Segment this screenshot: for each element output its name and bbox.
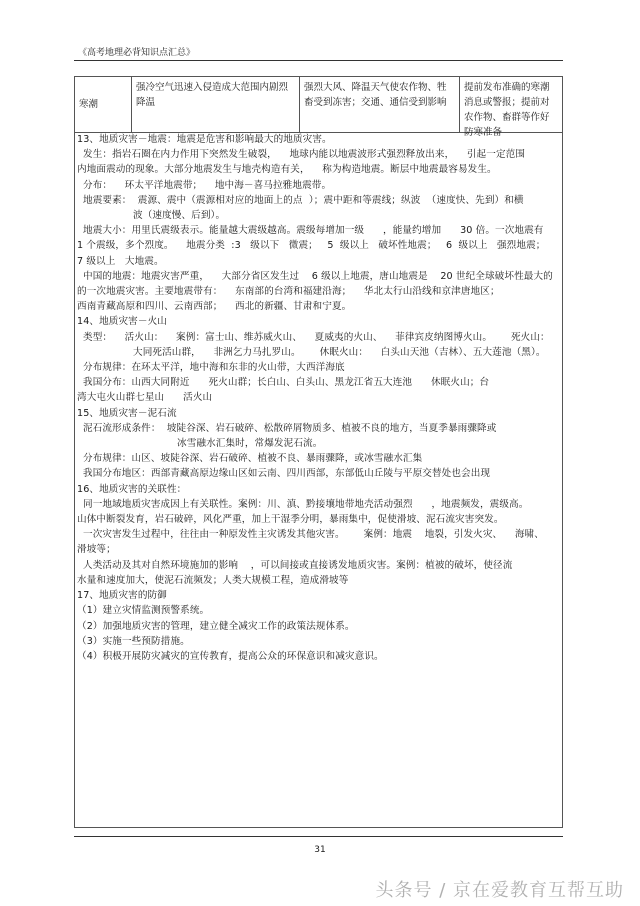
list-item: （2）加强地质灾害的管理，建立健全减灾工作的政策法规体系。 [77, 620, 355, 632]
text-line: 7 级以上 大地震。 [77, 255, 164, 267]
section-15-heading: 15、地质灾害－泥石流 [77, 407, 177, 419]
text-line: 泥石流形成条件： 坡陡谷深、岩石破碎、松散碎屑物质多、植被不良的地方，当夏季暴雨骤降或 [83, 422, 497, 434]
text-line: 类型： 活火山： 案例：富士山、维苏威火山、 夏威夷的火山、 菲律宾皮纳图博火山。 死火山： [83, 331, 550, 343]
document-header-title: 《高考地理必背知识点汇总》 [78, 48, 196, 58]
text-line: 的一次地震灾害。主要地震带有： 东南部的台湾和福建沿海； 华北太行山沿线和京津唐地区； [77, 286, 500, 298]
footer-divider [74, 836, 563, 837]
text-line: 1 个震级，多个烈度。 地震分类 :3 级以下 微震； 5 级以上 破坏性地震； 6 级以上 强烈地震； [77, 240, 546, 252]
watermark-text: 头条号 / 京在爱教育互帮互助 [375, 880, 624, 901]
section-17-heading: 17、地质灾害的防御 [77, 590, 167, 602]
text-line: 我国分布地区：西部青藏高原边缘山区如云南、四川西部，东部低山丘陵与平原交替处也会出现 [83, 468, 491, 480]
text-line: 地震大小：用里氏震级表示。能量越大震级越高。震级每增加一级 ，能量约增加 30 倍。一次地震有 [83, 225, 544, 237]
text-line: 同一地域地质灾害成因上有关联性。案例：川、滇、黔接壤地带地壳活动强烈 ，地震频发，震级高。 [83, 498, 529, 510]
header-divider [74, 60, 563, 61]
cold-wave-table-row [75, 77, 562, 138]
content-frame [74, 76, 563, 828]
page-number: 31 [314, 845, 326, 855]
text-line: 发生：指岩石圈在内力作用下突然发生破裂， 地球内能以地震波形式强烈释放出来， 引起一定范围 [83, 149, 526, 161]
list-item: （3）实施一些预防措施。 [77, 635, 190, 647]
text-line: 大同死活山群， 非洲乞力马扎罗山。 休眠火山： 白头山天池（吉林）、五大莲池（黑）。 [133, 346, 546, 358]
text-line: 内地面震动的现象。大部分地震发生与地壳构造有关， 称为构造地震。断层中地震最容易发生。 [77, 164, 497, 176]
text-line: 分布： 环太平洋地震带； 地中海－喜马拉雅地震带。 [83, 179, 332, 191]
text-line: 冰雪融水汇集时，常爆发泥石流。 [177, 438, 323, 450]
text-line: 山体中断裂发育，岩石破碎，风化严重，加上干湿季分明，暴雨集中，促使滑坡、泥石流灾害突发。 [77, 514, 504, 526]
text-line: 分布规律：山区、坡陡谷深、岩石破碎、植被不良、暴雨骤降，或冰雪融水汇集 [83, 453, 423, 465]
text-line: 分布规律：在环太平洋，地中海和东非的火山带，大西洋海底 [83, 362, 345, 374]
cold-wave-measure-cell: 提前发布准确的寒潮消息或警报；提前对农作物、畜群等作好防寒准备 [464, 82, 550, 138]
cold-wave-name-cell: 寒潮 [75, 77, 132, 132]
text-line: 波（速度慢、后到）。 [133, 210, 226, 222]
text-line: 人类活动及其对自然环境施加的影响 ，可以间接或直接诱发地质灾害。案例：植被的破坏，使径流 [83, 559, 513, 571]
section-16-heading: 16、地质灾害的关联性： [77, 483, 187, 495]
text-line: 湾大屯火山群七星山 活火山 [77, 392, 213, 404]
text-line: 地震要素： 震源、震中（震源相对应的地面上的点 ）；震中距和等震线；纵波 （速度快、先到）和横 [83, 194, 524, 206]
cold-wave-impact-cell: 强烈大风、降温天气使农作物、牲畜受到冻害；交通、通信受到影响 [300, 77, 460, 132]
text-line: 滑坡等； [77, 544, 116, 556]
text-line: 水量和速度加大，使泥石流频发；人类大规模工程，造成滑坡等 [77, 574, 349, 586]
text-line: 中国的地震：地震灾害严重， 大部分省区发生过 6 级以上地震，唐山地震是 20 世纪全球破坏性最大的 [83, 270, 553, 282]
text-line: 西南青藏高原和四川、云南西部； 西北的新疆、甘肃和宁夏。 [77, 301, 352, 313]
list-item: （1）建立灾情监测预警系统。 [77, 605, 210, 617]
list-item: （4）积极开展防灾减灾的宣传教育，提高公众的环保意识和减灾意识。 [77, 650, 384, 662]
text-line: 一次灾害发生过程中，往往由一种原发性主灾诱发其他灾害。 案例：地震 地裂，引发火灾、 海啸、 [83, 529, 544, 541]
text-line: 我国分布：山西大同附近 死火山群；长白山、白头山、黑龙江省五大连池 休眠火山；台 [83, 377, 490, 389]
body-text [77, 132, 561, 664]
section-14-heading: 14、地质灾害－火山 [77, 316, 167, 328]
section-13-heading: 13、地质灾害－地震：地震是危害和影响最大的地质灾害。 [77, 134, 332, 145]
cold-wave-cause-cell: 强冷空气迅速入侵造成大范围内剧烈降温 [132, 77, 300, 132]
